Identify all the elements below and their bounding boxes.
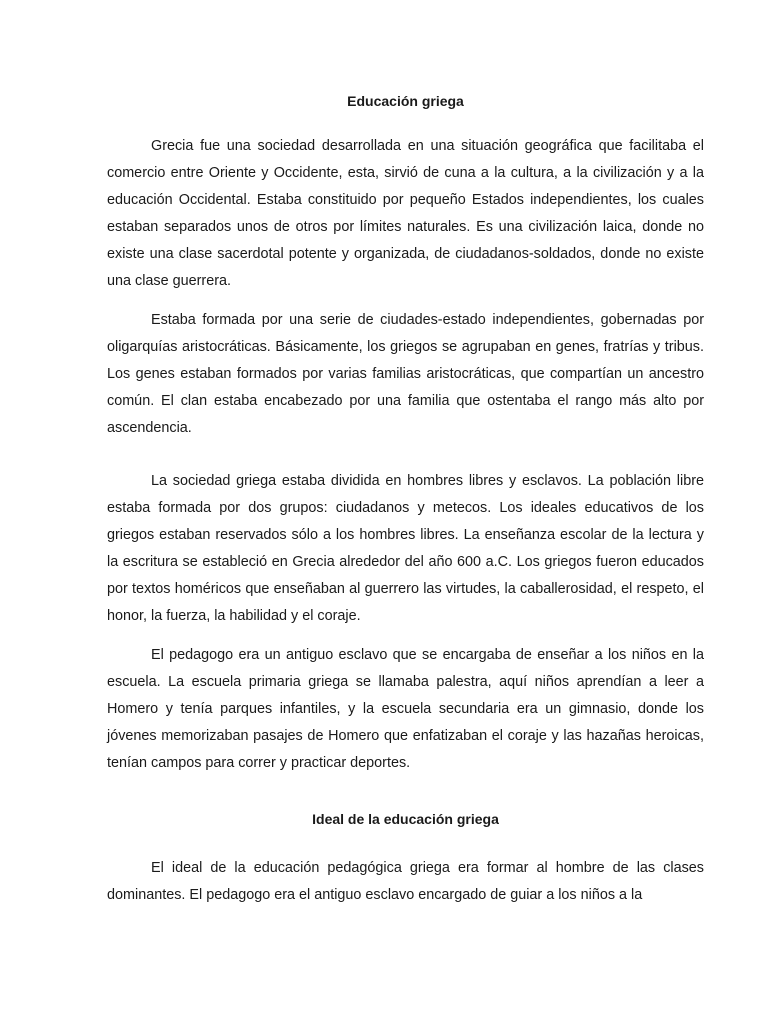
- section-heading: Ideal de la educación griega: [312, 810, 499, 827]
- paragraph-3: La sociedad griega estaba dividida en hombres libres y esclavos. La población libre estaba formada por dos grupos: ciudadanos y metecos. Los ideales educativos de los griegos estaban reservados sólo a los hombres libres. La enseñanza escolar de la lectura y la escritura se estableció en Grecia alrededor del año 600 a.C. Los griegos fueron educados por textos homéricos que enseñaban al guerrero las virtudes, la caballerosidad, el respeto, el honor, la fuerza, la habilidad y el coraje.: [107, 472, 704, 624]
- section-paragraph-1: El ideal de la educación pedagógica griega era formar al hombre de las clases dominantes. El pedagogo era el antiguo esclavo encargado de guiar a los niños a la: [107, 859, 704, 903]
- document-title: Educación griega: [347, 93, 464, 109]
- document-page: [107, 0, 704, 909]
- paragraph-4: El pedagogo era un antiguo esclavo que se encargaba de enseñar a los niños en la escuela. La escuela primaria griega se llamaba palestra, aquí niños aprendían a leer a Homero y tenía parques infantiles, y la escuela secundaria era un gimnasio, donde los jóvenes memorizaban pasajes de Homero que enfatizaban el coraje y las hazañas heroicas, tenían campos para correr y practicar deportes.: [107, 647, 704, 772]
- paragraph-2: Estaba formada por una serie de ciudades-estado independientes, gobernadas por oligarquías aristocráticas. Básicamente, los griegos se agrupaban en genes, fratrías y tribus. Los genes estaban formados por varias familias aristocráticas, que compartían un ancestro común. El clan estaba encabezado por una familia que ostentaba el rango más alto por ascendencia.: [107, 312, 704, 437]
- paragraph-1: Grecia fue una sociedad desarrollada en una situación geográfica que facilitaba el comercio entre Oriente y Occidente, esta, sirvió de cuna a la cultura, a la civilización y a la educación Occidental. Estaba constituido por pequeño Estados independientes, los cuales estaban separados unos de otros por límites naturales. Es una civilización laica, donde no existe una clase sacerdotal potente y organizada, de ciudadanos-soldados, donde no existe una clase guerrera.: [107, 138, 704, 289]
